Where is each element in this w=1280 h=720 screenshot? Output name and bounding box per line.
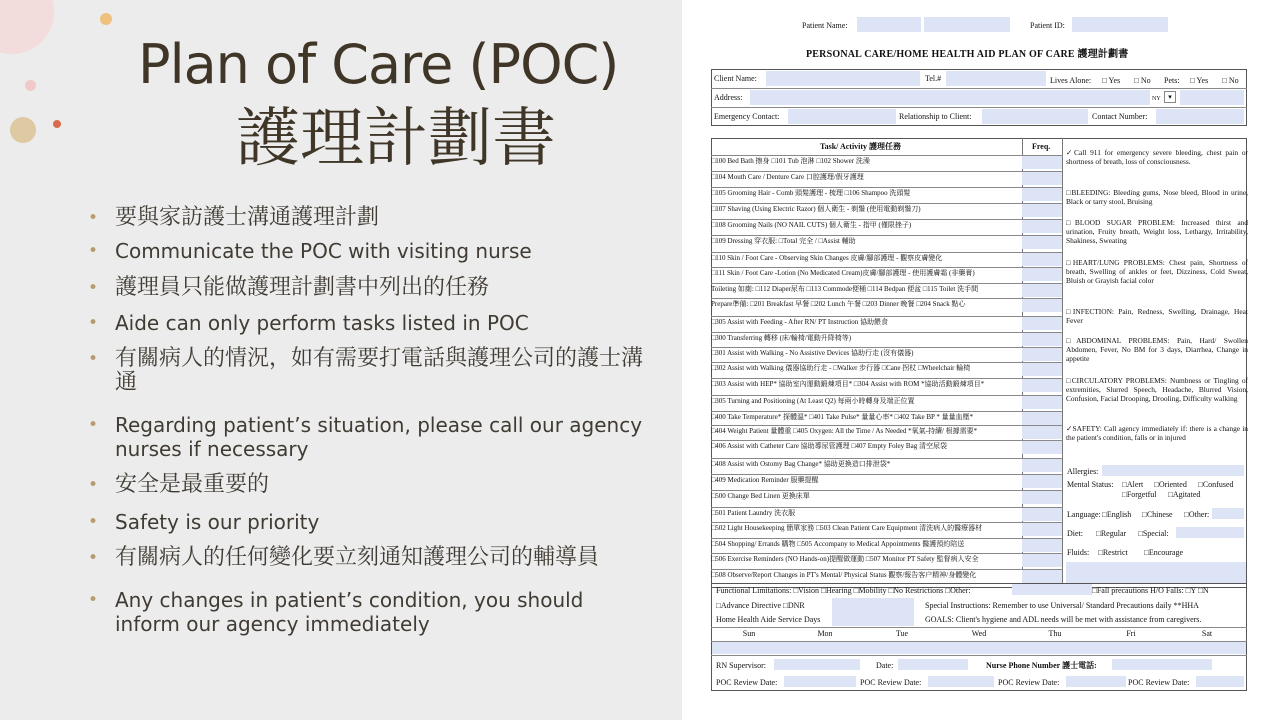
divider [711,655,1247,656]
freq-field[interactable] [1022,491,1062,504]
contact-number-field[interactable] [1156,109,1244,124]
row-divider [711,522,1063,523]
poc-review-label: POC Review Date: [860,678,922,687]
bullet-item: • 有關病人的任何變化要立刻通知護理公司的輔導員 [88,546,648,570]
allergies-label: Allergies: [1067,467,1099,476]
row-divider [711,569,1063,570]
poc-review-field[interactable] [1066,676,1126,687]
fluids-label: Fluids: [1067,548,1090,557]
zip-field[interactable] [1180,90,1244,105]
row-divider [711,378,1063,379]
day-fri: Fri [1126,629,1136,638]
patient-name-label: Patient Name: [802,21,848,30]
bullet-item: • Regarding patient’s situation, please call our agency nurses if necessary [88,413,648,461]
task-row[interactable]: □301 Assist with Walking - No Assistive Devices 協助行走 (沒有儀器) [711,349,914,357]
freq-field[interactable] [1022,284,1062,297]
divider [711,88,1247,89]
row-divider [711,155,1063,156]
task-row[interactable]: Prepare準備: □201 Breakfast 早餐 □202 Lunch 午餐 □203 Dinner 晚餐 □204 Snack 點心 [711,300,966,308]
task-row[interactable]: □108 Grooming Nails (NO NAIL CUTS) 個人衛生 - 指甲 (僅限挫子) [711,221,912,229]
task-row[interactable]: □104 Mouth Care / Denture Care 口腔護理/假牙護理 [711,173,864,181]
freq-field[interactable] [1022,508,1062,521]
emergency-contact-label: Emergency Contact: [714,112,780,121]
address-label: Address: [714,93,743,102]
diet-label: Diet: [1067,529,1083,538]
day-mon: Mon [817,629,833,638]
row-divider [711,316,1063,317]
advance-directive[interactable]: □Advance Directive □DNR [716,601,805,610]
freq-field[interactable] [1022,348,1062,361]
divider [711,107,1247,108]
condition-blood-sugar: □BLOOD SUGAR PROBLEM: Increased thirst and urination, Fruity breath, Weight loss, Lethargy, Irritability, Shakiness, Sweating [1066,218,1248,245]
mental-alert[interactable]: □Alert [1122,480,1144,489]
rn-supervisor-field[interactable] [774,659,860,670]
task-row[interactable]: □303 Assist with HEP* 協助室內運動鍛煉項目* □304 Assist with ROM *協助活動鍛煉項目* [711,380,985,388]
diet-special[interactable]: □Special: [1138,529,1169,538]
task-row[interactable]: Toileting 如廁: □112 Diaper尿布 □113 Commode便桶 □114 Bedpan 便盆 □115 Toilet 洗手間 [711,285,979,293]
row-divider [711,252,1063,253]
bullet-list [88,206,648,636]
freq-field[interactable] [1022,441,1062,454]
freq-field[interactable] [1022,236,1062,249]
row-divider [711,395,1063,396]
row-divider [711,440,1063,441]
task-row[interactable]: □100 Bed Bath 擦身 □101 Tub 泡淋 □102 Shower 洗澡 [711,157,870,165]
chevron-down-icon[interactable]: ▾ [1164,91,1176,103]
care-plan-form-image [682,0,1280,720]
row-divider [711,411,1063,412]
freq-field[interactable] [1022,396,1062,409]
task-row[interactable]: □502 Light Housekeeping 簡單家務 □503 Clean Patient Care Equipment 清洗病人的醫療器材 [711,524,983,532]
bullet-item: • 要與家訪護士溝通護理計劃 [88,206,648,230]
freq-field[interactable] [1022,570,1062,583]
freq-field[interactable] [1022,317,1062,330]
form-heading: PERSONAL CARE/HOME HEALTH AID PLAN OF CARE 護理計劃書 [806,49,1129,60]
decor-dot-pink [25,80,36,91]
task-row[interactable]: □400 Take Temperature* 探體溫* □401 Take Pulse* 量量心率* □402 Take BP * 量量血壓* [711,413,974,421]
freq-field[interactable] [1022,412,1062,425]
mental-agitated[interactable]: □Agitated [1168,490,1201,499]
task-row[interactable]: □109 Dressing 穿衣服: □Total 完全 / □Assist 輔助 [711,237,856,245]
nurse-phone-label: Nurse Phone Number 護士電話: [986,661,1097,670]
task-row[interactable]: □110 Skin / Foot Care - Observing Skin Changes 皮膚/腳部護理 - 觀察皮膚變化 [711,254,943,262]
day-tue: Tue [895,629,909,638]
client-name-field[interactable] [766,71,920,86]
row-divider [711,507,1063,508]
service-days-row[interactable] [712,642,1246,654]
functional-limitations[interactable]: Functional Limitations: □Vision □Hearing □Mobility □No Restrictions □Other: [716,586,971,595]
row-divider [711,171,1063,172]
poc-review-field[interactable] [928,676,994,687]
freq-field[interactable] [1022,459,1062,472]
fluids-encourage[interactable]: □Encourage [1144,548,1184,557]
decor-dot-red [53,120,61,128]
lives-alone-no[interactable]: □ No [1134,76,1151,85]
tel-field[interactable] [946,71,1046,86]
bullet-item: • Safety is our priority [88,510,648,534]
language-other-field[interactable] [1212,508,1244,519]
task-row[interactable]: □105 Grooming Hair - Comb 頭髮護理 - 梳理 □106 Shampoo 洗頭髮 [711,189,911,197]
task-header: Task/ Activity 護理任務 [820,142,902,151]
freq-field[interactable] [1022,523,1062,536]
freq-field[interactable] [1022,554,1062,567]
mental-forgetful[interactable]: □Forgetful [1122,490,1157,499]
task-row[interactable]: □111 Skin / Foot Care -Lotion (No Medicated Cream)皮膚/腳部護理 - 使用護膚霜 (非藥膏) [711,269,975,277]
row-divider [711,219,1063,220]
task-row[interactable]: □107 Shaving (Using Electric Razor) 個人衛生 - 剃鬚 (使用電動剃鬚刀) [711,205,921,213]
mental-oriented[interactable]: □Oriented [1154,480,1187,489]
freq-field[interactable] [1022,268,1062,281]
task-row[interactable]: □404 Weight Patient 量體重 □405 Oxygen: All the Time / As Needed *氧氣-持續/ 根據需要* [711,427,978,435]
condition-abdominal: □ABDOMINAL PROBLEMS: Pain, Hard/ Swollen Abdomen, Fever, No BM for 3 days, Diarrhea, Change in appetite [1066,336,1248,363]
row-divider [711,298,1063,299]
row-divider [711,235,1063,236]
relationship-label: Relationship to Client: [899,112,972,121]
freq-field[interactable] [1022,220,1062,233]
contact-number-label: Contact Number: [1092,112,1148,121]
notes-field[interactable] [1066,562,1246,584]
client-name-label: Client Name: [714,74,757,83]
task-row[interactable]: □300 Transferring 轉移 (床/輪椅/電動升降椅等) [711,334,852,342]
diet-regular[interactable]: □Regular [1096,529,1127,538]
freq-field[interactable] [1022,299,1062,312]
freq-field[interactable] [1022,539,1062,552]
condition-bleeding: □BLEEDING: Bleeding gums, Nose bleed, Blood in urine, Black or tarry stool, Bruising [1066,188,1248,206]
row-divider [711,203,1063,204]
day-wed: Wed [971,629,987,638]
fluids-restrict[interactable]: □Restrict [1098,548,1128,557]
slide-title: Plan of Care (POC) [138,33,619,96]
row-divider [711,538,1063,539]
row-divider [711,458,1063,459]
day-thu: Thu [1048,629,1062,638]
pets-yes[interactable]: □ Yes [1190,76,1209,85]
address-field[interactable] [750,90,1150,105]
language-label: Language: [1067,510,1101,519]
day-sun: Sun [742,629,756,638]
patient-id-field[interactable] [1072,17,1168,32]
date-label: Date: [876,661,894,670]
task-row[interactable]: □302 Assist with Walking 儀器協助行走 - □Walker 步行器 □Cane 拐杖 □Wheelchair 輪椅 [711,364,971,372]
rn-supervisor-label: RN Supervisor: [716,661,766,670]
service-days-label: Home Health Aide Service Days [716,615,821,624]
row-divider [711,490,1063,491]
day-sat: Sat [1201,629,1213,638]
task-row[interactable]: □508 Observe/Report Changes in PT's Mental/ Physical Status 觀察/報告客户精神/身體變化 [711,571,977,579]
bullet-item: • 安全是最重要的 [88,473,648,497]
functional-other-field[interactable] [1012,584,1092,595]
divider [711,627,1247,628]
row-divider [711,187,1063,188]
poc-review-field[interactable] [1196,676,1244,687]
row-divider [711,332,1063,333]
lives-alone-label: Lives Alone: [1050,76,1092,85]
language-chinese[interactable]: □Chinese [1142,510,1173,519]
row-divider [711,347,1063,348]
freq-field[interactable] [1022,156,1062,169]
tel-label: Tel.# [925,74,942,83]
diet-special-field[interactable] [1176,527,1244,538]
patient-name-field[interactable] [857,17,921,32]
row-divider [711,267,1063,268]
row-divider [711,425,1063,426]
freq-field[interactable] [1022,172,1062,185]
freq-field[interactable] [1022,426,1062,439]
task-row[interactable]: □305 Turning and Positioning (At Least Q2) 每兩小時轉身及端正位置 [711,397,915,405]
emergency-contact-field[interactable] [788,109,896,124]
poc-review-label: POC Review Date: [1128,678,1190,687]
lives-alone-yes[interactable]: □ Yes [1102,76,1121,85]
decor-circle-pink [0,0,54,54]
task-row[interactable]: □408 Assist with Ostomy Bag Change* 協助更換造口排泄袋* [711,460,891,468]
nurse-phone-field[interactable] [1112,659,1212,670]
poc-review-label: POC Review Date: [998,678,1060,687]
freq-header: Freq. [1032,142,1051,151]
row-divider [711,474,1063,475]
task-row[interactable]: □501 Patient Laundry 洗衣服 [711,509,796,517]
poc-review-label: POC Review Date: [716,678,778,687]
patient-id-label: Patient ID: [1030,21,1065,30]
freq-field[interactable] [1022,475,1062,488]
special-instructions: Special Instructions: Remember to use Universal/ Standard Precautions daily **HHA [925,601,1199,610]
language-english[interactable]: □English [1102,510,1132,519]
date-field[interactable] [898,659,968,670]
allergies-field[interactable] [1102,465,1244,476]
condition-infection: □INFECTION: Pain, Redness, Swelling, Drainage, Heat Fever [1066,307,1248,325]
bullet-item: • 有關病人的情況，如有需要打電話與護理公司的護士溝通 [88,347,648,395]
slide-title-chinese: 護理計劃書 [236,102,556,176]
service-days-field[interactable] [832,598,914,626]
row-divider [711,283,1063,284]
condition-safety: ✓SAFETY: Call agency immediately if: there is a change in the patient's condition, falls or in injured [1066,424,1248,442]
row-divider [711,553,1063,554]
row-divider [711,362,1063,363]
poc-review-field[interactable] [784,676,856,687]
column-divider [1062,138,1063,588]
pets-label: Pets: [1164,76,1180,85]
mental-status-label: Mental Status: [1067,480,1114,489]
freq-field[interactable] [1022,363,1062,376]
task-row[interactable]: □500 Change Bed Linen 更換床單 [711,492,810,500]
bullet-item: • Communicate the POC with visiting nurse [88,239,648,263]
freq-field[interactable] [1022,188,1062,201]
decor-dot-orange [100,13,112,25]
freq-field[interactable] [1022,204,1062,217]
bullet-item: • 護理員只能做護理計劃書中列出的任務 [88,276,648,300]
mental-confused[interactable]: □Confused [1198,480,1234,489]
state-select[interactable]: NY [1152,96,1161,102]
bullet-item: • Aide can only perform tasks listed in POC [88,311,648,335]
patient-name-field-2[interactable] [924,17,1010,32]
bullet-item: • Any changes in patient’s condition, you should inform our agency immediately [88,588,648,636]
task-row[interactable]: □409 Medication Reminder 服藥提醒 [711,476,819,484]
freq-field[interactable] [1022,253,1062,266]
pets-no[interactable]: □ No [1222,76,1239,85]
decor-circle-beige [10,117,36,143]
fall-precautions[interactable]: □Fall precautions H/O Falls: □Y □N [1092,586,1209,595]
condition-circulatory: □CIRCULATORY PROBLEMS: Numbness or Tingling of extremities, Slurred Speech, Headache, Blurred Vision, Confusion, Facial Drooping, Drooling, Difficulty walking [1066,376,1248,403]
freq-field[interactable] [1022,379,1062,392]
condition-heart-lung: □HEART/LUNG PROBLEMS: Chest pain, Shortness of breath, Swelling of ankles or feet, Dizziness, Cold Sweat, Bluish or Grayish facial color [1066,258,1248,285]
task-row[interactable]: □504 Shopping/ Errands 購物 □505 Accompany to Medical Appointments 醫護預約陪送 [711,540,965,548]
task-row[interactable]: □406 Assist with Catheter Care 協助導尿管護理 □407 Empty Foley Bag 清空尿袋 [711,442,947,450]
goals-text: GOALS: Client's hygiene and ADL needs will be met with assistance from caregivers. [925,615,1202,624]
relationship-field[interactable] [982,109,1088,124]
task-row[interactable]: □305 Assist with Feeding - After RN/ PT Instruction 協助餵食 [711,318,888,326]
task-row[interactable]: □506 Exercise Reminders (NO Hands-on)提醒做運動 □507 Monitor PT Safety 監督病人安全 [711,555,979,563]
language-other[interactable]: □Other: [1184,510,1210,519]
condition-911: ✓Call 911 for emergency severe bleeding, chest pain or shortness of breath, loss of consciousness. [1066,148,1248,166]
freq-field[interactable] [1022,333,1062,346]
